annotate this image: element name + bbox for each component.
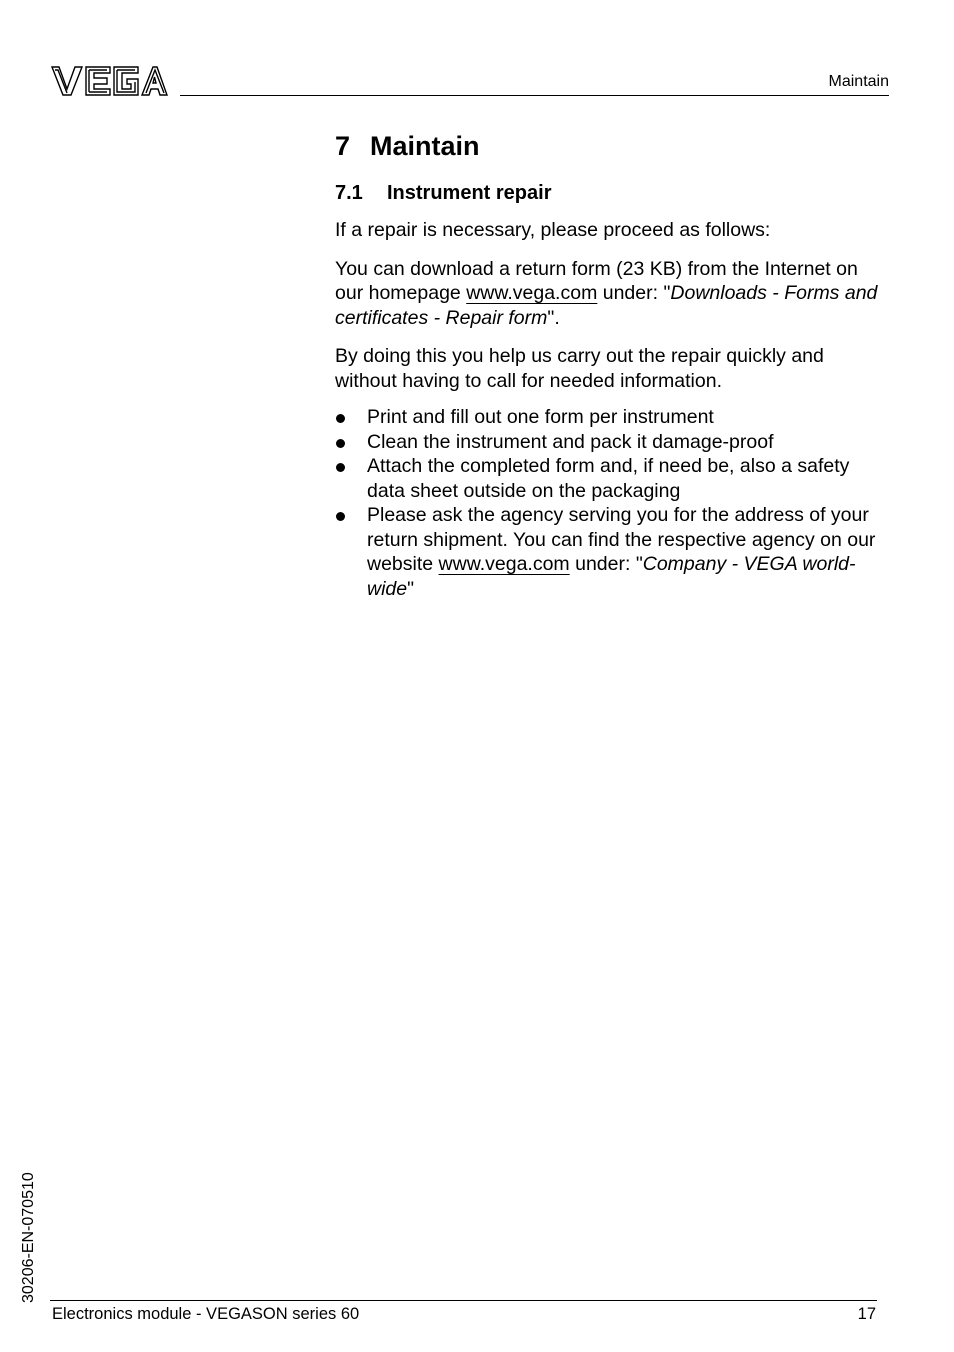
list-item-text-b: under: " [569, 553, 643, 575]
vega-website-link[interactable]: www.vega.com [466, 282, 598, 304]
download-text-a: You can download a return form (23 KB) from the Internet on our homepage [335, 257, 858, 304]
list-item-text: Attach the completed form and, if need be, also a safety data sheet outside on the packaging [367, 455, 850, 502]
list-item-text: Print and fill out one form per instrument [367, 406, 714, 428]
bullet-icon [336, 414, 345, 423]
vega-website-link[interactable]: www.vega.com [438, 553, 570, 575]
page-content [335, 128, 891, 601]
download-path: Downloads - Forms and certificates - Repair form [335, 282, 878, 329]
download-text-b: under: " [597, 282, 671, 304]
chapter-title: Maintain [370, 131, 480, 161]
footer-title: Electronics module - VEGASON series 60 [52, 1305, 360, 1323]
bullet-icon [336, 463, 345, 472]
bullet-icon [336, 439, 345, 448]
download-text-c: ". [547, 306, 560, 329]
list-item-text-a: Please ask the agency serving you for the address of your return shipment. You can find the respective agency on our website [367, 504, 876, 575]
running-header: Maintain [828, 73, 889, 90]
download-paragraph [335, 257, 891, 331]
list-item [335, 454, 891, 503]
page-number: 17 [857, 1305, 876, 1323]
chapter-heading [335, 128, 891, 164]
list-item [335, 405, 891, 430]
document-code: 30206-EN-070510 [20, 1172, 37, 1303]
section-heading [335, 180, 891, 206]
repair-steps-list [335, 405, 891, 601]
help-paragraph: By doing this you help us carry out the repair quickly and without having to call for needed information. [335, 345, 824, 392]
list-item [335, 503, 891, 601]
header-rule [180, 95, 889, 96]
list-item-text: Clean the instrument and pack it damage-proof [367, 430, 774, 453]
list-item-text-c: " [407, 577, 415, 600]
vega-logo [50, 64, 168, 98]
list-item [335, 430, 891, 455]
company-path: Company - VEGA world-wide [367, 553, 856, 600]
bullet-icon [336, 512, 345, 521]
section-number: 7.1 [335, 182, 363, 204]
intro-paragraph: If a repair is necessary, please proceed as follows: [335, 219, 771, 241]
chapter-number: 7 [335, 131, 351, 161]
section-title: Instrument repair [387, 182, 552, 204]
footer-rule [50, 1300, 877, 1301]
